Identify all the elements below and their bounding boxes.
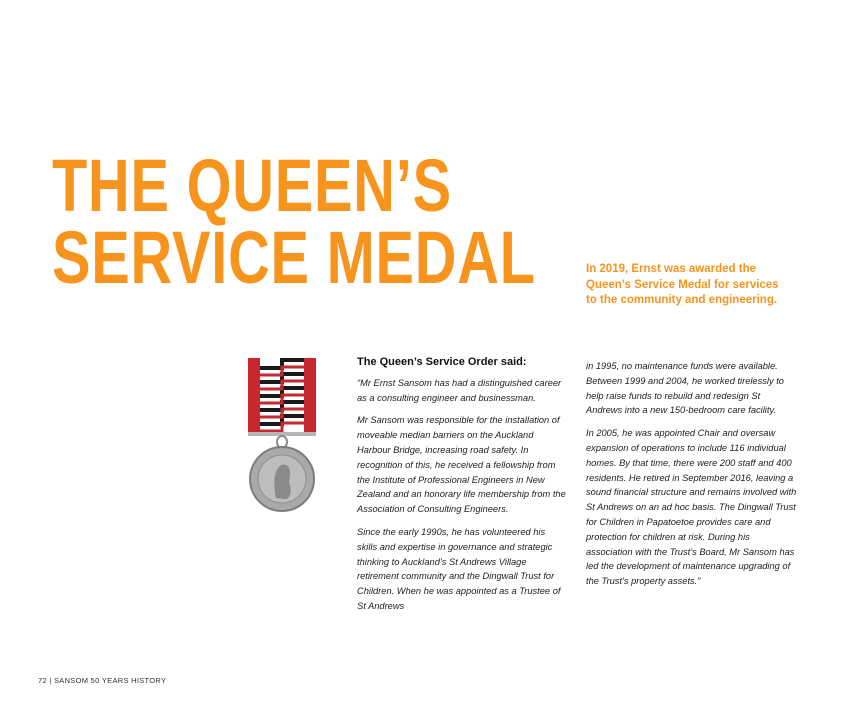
quote-column-2 — [586, 359, 798, 597]
column-heading: The Queen’s Service Order said: — [357, 356, 527, 368]
page-title-line-2: SERVICE MEDAL — [52, 216, 536, 299]
paragraph: In 2005, he was appointed Chair and oversaw expansion of operations to include 116 individual homes. By that time, there were 200 staff and 400 residents. He retired in September 2016, leaving a sound financial structure and remains involved with St Andrews on an ad hoc basis. The Dingwall Trust for Children in Papatoetoe provides care and protection for children at risk. During his association with the Trust’s Board, Mr Sansom has led the development of maintenance upgrading of the Trust’s property assets.” — [586, 428, 797, 587]
page-footer: 72 | SANSOM 50 YEARS HISTORY — [38, 676, 167, 685]
medal-image — [246, 358, 318, 518]
page-title-line-1: THE QUEEN’S — [52, 144, 452, 227]
page-title — [52, 144, 536, 299]
intro-text: In 2019, Ernst was awarded the Queen’s Service Medal for services to the community and engineering. — [586, 263, 779, 306]
paragraph: Since the early 1990s, he has volunteered his skills and expertise in governance and strategic thinking to Auckland’s St Andrews Village retirement community and the Dingwall Trust for Children. When he was appointed as a Trustee of St Andrews — [357, 526, 561, 611]
quote-column-1 — [357, 355, 567, 622]
paragraph: in 1995, no maintenance funds were available. Between 1999 and 2004, he worked tirelessly to help raise funds to rebuild and redesign St Andrews into a new 150-bedroom care facility. — [586, 361, 784, 416]
paragraph: Mr Sansom was responsible for the installation of moveable median barriers on the Auckland Harbour Bridge, increasing road safety. In recognition of this, he received a fellowship from the Institute of Professional Engineers in New Zealand and an honorary life membership from the Association of Consulting Engineers. — [357, 415, 566, 515]
paragraph: “Mr Ernst Sansom has had a distinguished career as a consulting engineer and businessman. — [357, 377, 562, 403]
